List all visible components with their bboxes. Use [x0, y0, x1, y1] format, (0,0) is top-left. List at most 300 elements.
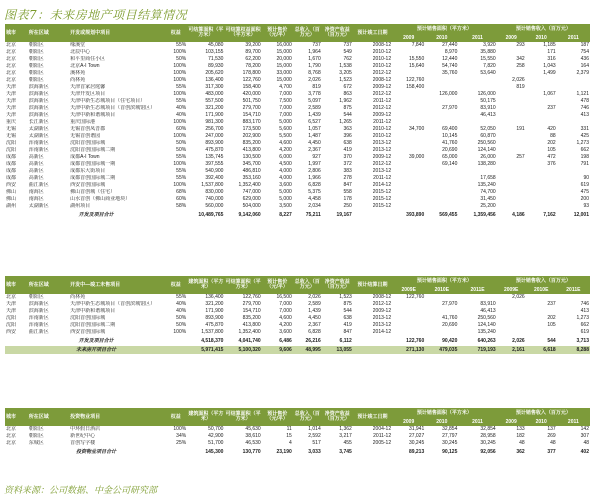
- column-header: 预计售价（元/平）: [262, 408, 293, 426]
- table-cell: 40%: [176, 105, 187, 111]
- table-cell: 1,538: [339, 63, 352, 69]
- table-cell: 173,500: [242, 126, 261, 132]
- table-cell: 39,200: [245, 42, 261, 48]
- table-cell: 137: [547, 426, 556, 432]
- table-cell: 893,900: [205, 140, 224, 146]
- column-header: 可结算面积（平方米）: [224, 276, 261, 294]
- table-cell: 太湖新区: [28, 133, 49, 139]
- table-cell: 342: [516, 56, 525, 62]
- table-cell: 154,710: [242, 112, 261, 118]
- table-cell: 629,000: [242, 196, 261, 202]
- table-row: [5, 119, 590, 126]
- table-cell: 50%: [176, 56, 187, 62]
- table-cell: 55%: [176, 175, 187, 181]
- table-cell: 46,413: [480, 112, 496, 118]
- table-cell: 100%: [173, 161, 187, 167]
- table-cell: 成都A-I Town: [70, 154, 100, 160]
- table-cell: 100%: [173, 77, 187, 83]
- table-row: [5, 301, 590, 308]
- table-cell: 7,000: [279, 301, 292, 307]
- table-cell: [497, 168, 526, 175]
- table-cell: 202: [547, 140, 556, 146]
- table-cell: 3,778: [308, 91, 321, 97]
- table-cell: [526, 119, 557, 126]
- table-cell: 溪林苑: [70, 70, 86, 76]
- table-cell: [526, 196, 557, 203]
- total-cell: 5,971,415: [187, 346, 224, 354]
- table-cell: 1,057: [308, 126, 321, 132]
- table-cell: [392, 315, 425, 322]
- table-cell: 2008-12: [372, 77, 392, 83]
- table-cell: 新世纪中心: [70, 433, 96, 439]
- table-cell: 60,870: [480, 133, 496, 139]
- table-cell: [425, 84, 458, 91]
- table-cell: 62,200: [245, 56, 261, 62]
- table-cell: 124,140: [477, 147, 496, 153]
- table-cell: 122,760: [242, 77, 261, 83]
- table-cell: 南海区: [28, 196, 44, 202]
- table-cell: 高新区: [28, 175, 44, 181]
- table-cell: 西安首创国际城: [70, 182, 106, 188]
- table-cell: 中环假日酒店: [70, 426, 101, 432]
- table-cell: [392, 112, 425, 119]
- table-cell: 3,920: [483, 42, 496, 48]
- total-cell: 5,100,320: [224, 346, 261, 354]
- table-row: [5, 77, 590, 84]
- table-cell: 48: [583, 440, 589, 446]
- table-cell: 100%: [173, 426, 187, 432]
- table-cell: [557, 119, 590, 126]
- table-cell: 3,205: [339, 70, 352, 76]
- table-cell: 25%: [176, 440, 187, 446]
- column-group-header: 预计销售收入（百万元）: [497, 276, 590, 286]
- table-cell: 天津: [6, 112, 17, 118]
- table-cell: 835,200: [242, 315, 261, 321]
- year-header: 2010: [526, 418, 557, 426]
- table-cell: 浑南新区: [28, 147, 49, 153]
- table-cell: 847: [343, 182, 352, 188]
- table-cell: 544: [343, 308, 352, 314]
- total-cell: 89,213: [408, 449, 425, 455]
- table-cell: 滨海新区: [28, 105, 49, 111]
- table-cell: 1,273: [576, 140, 589, 146]
- table-cell: 171,900: [205, 112, 224, 118]
- table-cell: 5,600: [279, 126, 292, 132]
- table-cell: 4,000: [279, 175, 292, 181]
- year-header: 2009: [392, 34, 425, 42]
- table-cell: [458, 294, 496, 301]
- total-label: 开发及项目合计: [78, 212, 114, 218]
- column-header: 投资物业项目: [69, 408, 164, 426]
- table-cell: 4,000: [279, 168, 292, 174]
- table-row: [5, 433, 590, 440]
- table-cell: 滨海新区: [28, 84, 49, 90]
- table-cell: 4,200: [279, 147, 292, 153]
- table-cell: 天津开发区项目: [70, 91, 106, 97]
- table-cell: 68%: [176, 189, 187, 195]
- table-cell: 尚林苑: [70, 77, 86, 83]
- total-cell: 2,026: [512, 338, 525, 344]
- table-cell: 35,880: [480, 49, 496, 55]
- table-cell: 4,450: [308, 140, 321, 146]
- table-cell: 重庆国际港: [70, 119, 96, 125]
- table-cell: 50%: [176, 140, 187, 146]
- table-cell: 7,000: [279, 105, 292, 111]
- table-cell: 8,768: [308, 70, 321, 76]
- table-cell: [458, 119, 496, 126]
- year-header: 2009E: [392, 286, 425, 294]
- table-cell: 321,200: [205, 105, 224, 111]
- table-cell: 54,740: [442, 63, 458, 69]
- table-cell: 32,854: [442, 426, 458, 432]
- table-cell: 483,000: [205, 91, 224, 97]
- table-cell: 6,527: [308, 119, 321, 125]
- table-cell: 天津中新生态城项目（首创滨城馆区）: [70, 301, 156, 307]
- table-cell: 滨海新区: [28, 301, 49, 307]
- table-cell: 6,828: [308, 182, 321, 188]
- table-cell: 178,800: [242, 70, 261, 76]
- table-cell: 2,592: [308, 433, 321, 439]
- table-cell: 34%: [176, 433, 187, 439]
- table-cell: 北京: [6, 77, 17, 83]
- table-cell: [557, 84, 590, 91]
- table-cell: 2,026: [308, 294, 321, 300]
- table-row: [5, 140, 590, 147]
- year-header: 2010: [526, 34, 557, 42]
- total-cell: 145,300: [205, 449, 224, 455]
- total-cell: 90,125: [442, 449, 458, 455]
- table-cell: 31,450: [480, 196, 496, 202]
- table-cell: 16,500: [276, 294, 292, 300]
- table-cell: 48: [550, 440, 556, 446]
- table-cell: 西安首创国际城: [70, 329, 106, 335]
- table-cell: 沈阳: [6, 315, 17, 321]
- table-cell: 501,750: [242, 98, 261, 104]
- total-cell: 6,112: [339, 338, 352, 344]
- table-cell: 30,245: [480, 440, 496, 446]
- table-cell: 46,530: [245, 440, 261, 446]
- table-cell: 15,550: [480, 56, 496, 62]
- table-cell: [526, 77, 557, 84]
- table-cell: 北京: [6, 49, 17, 55]
- table-cell: 2,034: [308, 203, 321, 209]
- table-cell: 2010-12: [372, 133, 392, 139]
- table-cell: 560,000: [205, 203, 224, 209]
- table-cell: 737: [312, 42, 321, 48]
- table-cell: 12,440: [442, 56, 458, 62]
- table-cell: 天津中新生态城项目（住宅项目）: [70, 98, 146, 104]
- total-cell: 9,606: [262, 346, 293, 354]
- table-cell: [392, 189, 425, 196]
- table-cell: 太湖新区: [28, 126, 49, 132]
- table-development-projects: [5, 24, 590, 220]
- table-cell: [425, 189, 458, 196]
- total-cell: 4,041,740: [238, 338, 261, 344]
- column-group-header: 预计销售面积（平方米）: [392, 24, 497, 34]
- column-header: 可结算面积（平方米）: [187, 24, 224, 42]
- table-cell: 2013-12: [372, 147, 392, 153]
- table-cell: 5,000: [279, 189, 292, 195]
- table-cell: 830,000: [205, 189, 224, 195]
- table-cell: 41,760: [442, 140, 458, 146]
- table-cell: 15: [286, 433, 292, 439]
- table-cell: 420,000: [242, 91, 261, 97]
- table-cell: 100%: [173, 119, 187, 125]
- table-row: [5, 315, 590, 322]
- table-cell: 847: [343, 329, 352, 335]
- source-note: 资料来源：公司数据、中金公司研究部: [4, 486, 158, 496]
- table-row: [5, 189, 590, 196]
- table-cell: 2015-12: [372, 196, 392, 202]
- table-cell: [497, 308, 526, 315]
- table-cell: 和平里商住小区: [70, 56, 106, 62]
- table-cell: 397,555: [205, 161, 224, 167]
- table-cell: 124,140: [477, 322, 496, 328]
- table-cell: [526, 189, 557, 196]
- table-cell: [497, 49, 526, 56]
- table-row: [5, 84, 590, 91]
- total-cell: 544: [547, 338, 556, 344]
- table-cell: 198: [580, 154, 589, 160]
- table-cell: [392, 133, 425, 140]
- table-cell: 370: [343, 154, 352, 160]
- table-row: [5, 329, 590, 336]
- table-cell: [497, 161, 526, 168]
- table-cell: 55%: [176, 168, 187, 174]
- column-header: 建筑面积（平方米）: [187, 276, 224, 294]
- table-cell: [392, 147, 425, 154]
- table-cell: 2013-12: [372, 315, 392, 321]
- table-cell: [557, 168, 590, 175]
- table-cell: 无锡: [6, 133, 17, 139]
- total-cell: 393,890: [406, 212, 425, 218]
- table-cell: [497, 203, 526, 210]
- table-cell: 20,000: [276, 56, 292, 62]
- total-cell: 19,167: [336, 212, 352, 218]
- table-cell: 819: [312, 84, 321, 90]
- table-cell: 太湖新区: [28, 203, 49, 209]
- year-header: 2009E: [497, 286, 526, 294]
- table-cell: 4,500: [279, 161, 292, 167]
- table-cell: 619: [580, 329, 589, 335]
- table-cell: 136,400: [205, 294, 224, 300]
- table-cell: 1,352,400: [238, 329, 261, 335]
- table-cell: 247,000: [205, 133, 224, 139]
- year-header: 2011E: [557, 286, 590, 294]
- table-cell: 164: [580, 63, 589, 69]
- table-cell: 50%: [176, 315, 187, 321]
- table-cell: 7,500: [279, 98, 292, 104]
- table-cell: 33,000: [276, 70, 292, 76]
- table-cell: 4,200: [279, 322, 292, 328]
- table-cell: 26,000: [480, 154, 496, 160]
- table-cell: 754: [580, 49, 589, 55]
- table-cell: 504,000: [242, 203, 261, 209]
- table-row: [5, 105, 590, 112]
- table-cell: 4,450: [308, 315, 321, 321]
- table-cell: 200: [580, 196, 589, 202]
- table-cell: 滨海新区: [28, 98, 49, 104]
- table-cell: 1,537,800: [201, 329, 224, 335]
- table-cell: 30,245: [408, 440, 425, 446]
- table-cell: 6,828: [308, 329, 321, 335]
- table-cell: [497, 133, 526, 140]
- table-cell: 455: [343, 440, 352, 446]
- table-cell: [497, 98, 526, 105]
- column-header: 预计售价（元/平）: [262, 276, 293, 294]
- table-cell: 成都东大街项目: [70, 168, 106, 174]
- table-cell: 1,670: [308, 56, 321, 62]
- total-cell: 2,161: [497, 346, 526, 354]
- table-cell: 105: [547, 322, 556, 328]
- table-cell: [497, 112, 526, 119]
- table-completed-unsold-projects: [5, 276, 590, 354]
- table-cell: 258: [516, 63, 525, 69]
- table-cell: 158,400: [406, 84, 425, 90]
- table-cell: 2,367: [308, 147, 321, 153]
- table-cell: 2005-12: [372, 440, 392, 446]
- table-cell: 48: [519, 440, 525, 446]
- column-header: 预计竣工日期: [353, 24, 392, 42]
- table-cell: 7,820: [483, 63, 496, 69]
- table-cell: 10,145: [442, 133, 458, 139]
- table-cell: 天津: [6, 98, 17, 104]
- table-cell: 875: [343, 105, 352, 111]
- table-cell: 69,140: [442, 161, 458, 167]
- total-cell: 12,001: [573, 212, 589, 218]
- table-cell: [497, 301, 526, 308]
- table-cell: [557, 77, 590, 84]
- column-header: 权益: [164, 408, 187, 426]
- table-cell: 321,200: [205, 301, 224, 307]
- total-cell: 75,211: [305, 212, 321, 218]
- table-cell: 122,760: [406, 294, 425, 300]
- column-header: 权益: [164, 24, 187, 42]
- total-cell: 1,359,456: [473, 212, 496, 218]
- total-cell: 3,713: [576, 338, 589, 344]
- table-cell: 4,700: [279, 84, 292, 90]
- table-cell: 1,997: [308, 161, 321, 167]
- table-cell: [526, 329, 557, 336]
- column-header: 总收入（百万元）: [293, 276, 322, 294]
- table-cell: 山水首创（佛山商业地块）: [70, 196, 131, 202]
- table-cell: 天津: [6, 105, 17, 111]
- table-cell: 西安: [6, 329, 17, 335]
- table-row: [5, 91, 590, 98]
- table-cell: 517: [312, 440, 321, 446]
- table-row: [5, 56, 590, 63]
- total-cell: 48,995: [293, 346, 322, 354]
- table-cell: 100%: [173, 182, 187, 188]
- table-cell: 1,265: [339, 119, 352, 125]
- year-header: 2010: [425, 418, 458, 426]
- table-cell: 740,000: [205, 196, 224, 202]
- table-cell: 2011-12: [373, 98, 392, 104]
- table-cell: [392, 98, 425, 105]
- table-cell: [392, 91, 425, 98]
- year-header: 2011E: [458, 286, 496, 294]
- column-header: 建筑面积（平方米）: [187, 408, 224, 426]
- total-label: 投资物业项目合计: [76, 449, 117, 455]
- table-cell: [425, 119, 458, 126]
- table-row: [5, 426, 590, 433]
- total-cell: 4,518,370: [201, 338, 224, 344]
- table-cell: 475: [580, 189, 589, 195]
- table-cell: 45,630: [245, 426, 261, 432]
- table-cell: 83,910: [480, 301, 496, 307]
- table-cell: [497, 91, 526, 98]
- table-cell: 893,900: [205, 315, 224, 321]
- table-cell: 15,550: [408, 56, 425, 62]
- table-cell: 1,121: [576, 91, 589, 97]
- table-cell: 北京: [6, 63, 17, 69]
- table-cell: 90: [583, 175, 589, 181]
- table-cell: 269: [547, 433, 556, 439]
- table-cell: 2010-12: [372, 49, 392, 55]
- table-cell: 2008-12: [372, 42, 392, 48]
- table-cell: 74,700: [480, 189, 496, 195]
- table-cell: 52,050: [480, 126, 496, 132]
- table-cell: 746: [580, 105, 589, 111]
- column-header: 总收入（百万元）: [293, 24, 322, 42]
- table-cell: 2009-12: [372, 308, 392, 314]
- total-cell: [353, 447, 392, 457]
- year-header: 2010E: [526, 286, 557, 294]
- table-cell: 413,800: [242, 147, 261, 153]
- table-cell: 11: [286, 426, 292, 432]
- table-row: [5, 154, 590, 161]
- table-cell: 27,027: [408, 433, 425, 439]
- total-cell: 362: [516, 449, 525, 455]
- year-header: 2009: [497, 34, 526, 42]
- column-header: 可结算面积（平方米）: [224, 408, 261, 426]
- table-cell: 40%: [176, 112, 187, 118]
- table-cell: 250: [343, 203, 352, 209]
- table-cell: 202,900: [242, 133, 261, 139]
- table-cell: 413: [580, 112, 589, 118]
- table-cell: [392, 119, 425, 126]
- table-cell: 78,200: [245, 63, 261, 69]
- table-cell: 西安: [6, 182, 17, 188]
- column-header: 预计结算日期: [353, 276, 392, 294]
- table-row: [5, 147, 590, 154]
- table-cell: 北京: [6, 294, 17, 300]
- table-cell: 朝阳区: [28, 70, 44, 76]
- table-cell: [392, 322, 425, 329]
- table-cell: [526, 98, 557, 105]
- table-cell: 51,700: [208, 440, 224, 446]
- table-cell: 朝阳区: [28, 42, 44, 48]
- table-cell: 619: [580, 182, 589, 188]
- column-header: 所在区域: [28, 24, 69, 42]
- table-cell: 345,700: [242, 161, 261, 167]
- table-cell: 25,200: [480, 203, 496, 209]
- table-cell: 171,900: [205, 308, 224, 314]
- table-row: [5, 98, 590, 105]
- table-cell: 2013-12: [372, 140, 392, 146]
- year-header: 2011: [458, 34, 496, 42]
- table-cell: [497, 70, 526, 77]
- table-cell: [458, 168, 496, 175]
- table-cell: 2,589: [308, 301, 321, 307]
- total-cell: 640,263: [477, 338, 496, 344]
- table-cell: 31,941: [408, 426, 425, 432]
- table-cell: 135,745: [205, 154, 224, 160]
- table-cell: 50,175: [480, 98, 496, 104]
- table-cell: [392, 161, 425, 168]
- table-cell: 4,600: [279, 140, 292, 146]
- table-cell: 60%: [176, 196, 187, 202]
